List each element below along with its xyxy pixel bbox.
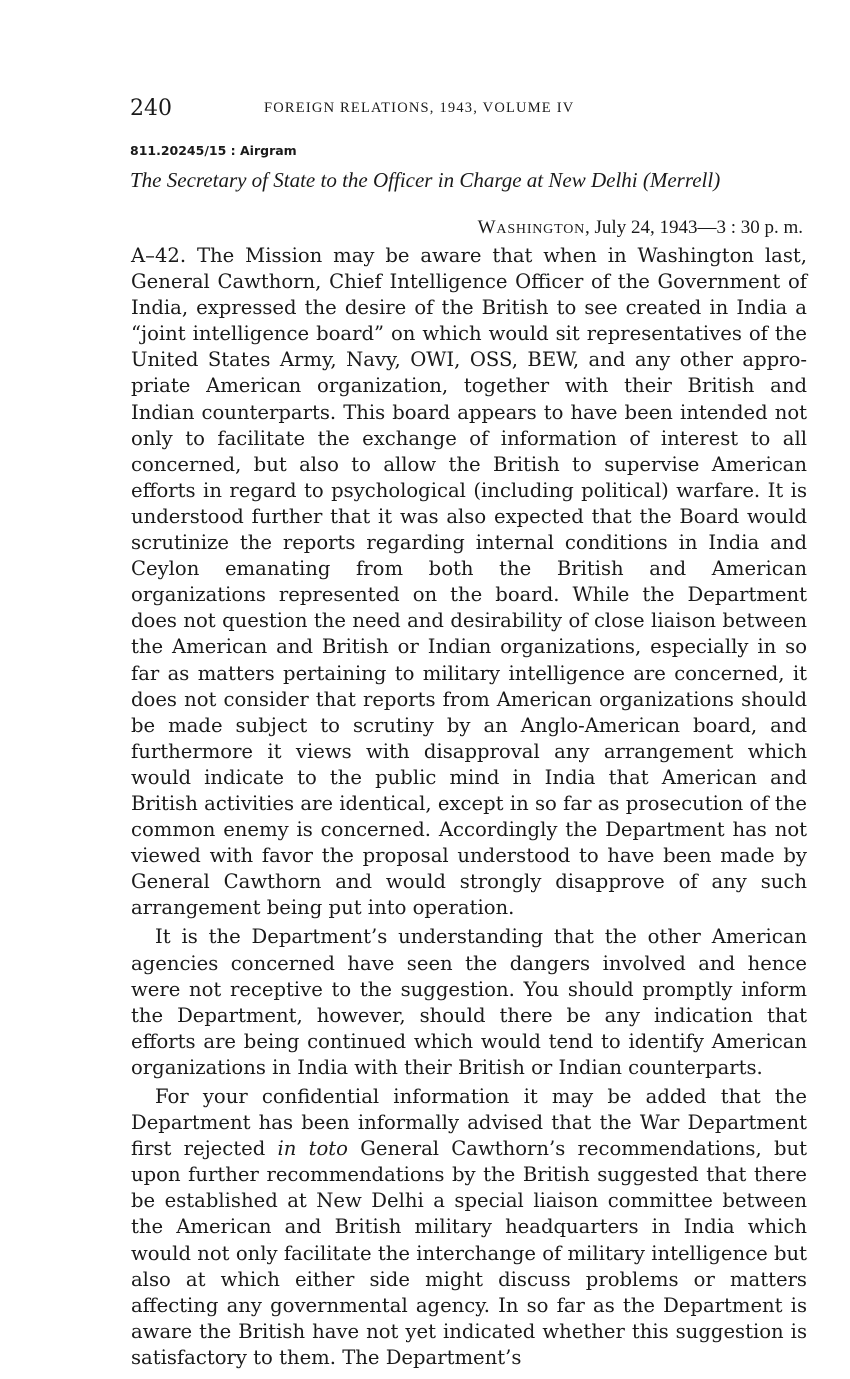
volume-title: FOREIGN RELATIONS, 1943, VOLUME IV (264, 100, 575, 116)
file-reference: 811.20245/15 : Airgram (130, 143, 297, 158)
paragraph-2: It is the Department’s understanding that the other American agencies concerned have seen the dangers involved and hence were not receptive to the suggestion. You should promptly inform the Department, however, should there be any indication that efforts are being continued which would tend to identify American organizations in India with their British or Indian counterparts. (131, 925, 807, 1079)
place-name: WASHINGTON (477, 217, 586, 238)
document-body (131, 243, 807, 1371)
paragraph-1-text: The Mission may be aware that when in Washington last, General Cawthorn, Chief Intelligence Officer of the Government of India, expressed the desire of the British to see created in India a “joint intelligence board” on which would sit representatives of the United States Army, Navy, OWI, OSS, BEW, and any other appropriate American organization, together with their British and Indian counterparts. This board appears to have been intended not only to facilitate the exchange of information of interest to all concerned, but also to allow the British to supervise American efforts in regard to psychological (including political) warfare. It is understood further that it was also expected that the Board would scrutinize the reports regarding internal conditions in India and Ceylon emanating from both the British and American organizations represented on the board. While the Department does not question the need and desirability of close liaison between the American and British or Indian organizations, especially in so far as matters pertaining to military intelligence are concerned, it does not consider that reports from American organizations should be made subject to scrutiny by an Anglo-American board, and furthermore it views with disapproval any arrangement which would indicate to the public mind in India that American and British activities are identical, except in so far as prosecution of the common enemy is concerned. Accordingly the Department has not viewed with favor the proposal understood to have been made by General Cawthorn and would strongly disapprove of any such arrangement being put into operation. (131, 244, 807, 920)
document-heading: The Secretary of State to the Officer in Charge at New Delhi (Merrell) (130, 168, 721, 192)
paragraph-1 (131, 243, 807, 921)
page-number: 240 (130, 96, 172, 121)
paragraph-3-text-b: General Cawthorn’s recommendations, but upon further recommendations by the British suggested that there be established at New Delhi a special liaison committee between the American and British military headquarters in India which would not only facilitate the interchange of military intelligence but also at which either side might discuss problems or matters affecting any governmental agency. In so far as the Department is aware the British have not yet indicated whether this suggestion is satisfactory to them. The Department’s (131, 1137, 807, 1369)
date-time: , July 24, 1943—3 : 30 p. m. (585, 217, 803, 238)
paragraph-3-text-a: For your confidential information it may be added that the Department has been informally advised that the War Department first rejected (131, 1085, 807, 1161)
paragraph-3 (131, 1084, 807, 1371)
running-head (130, 96, 810, 126)
latin-phrase: in toto (277, 1137, 348, 1161)
place-date-line (478, 217, 803, 239)
airgram-number: A–42. (131, 244, 187, 267)
